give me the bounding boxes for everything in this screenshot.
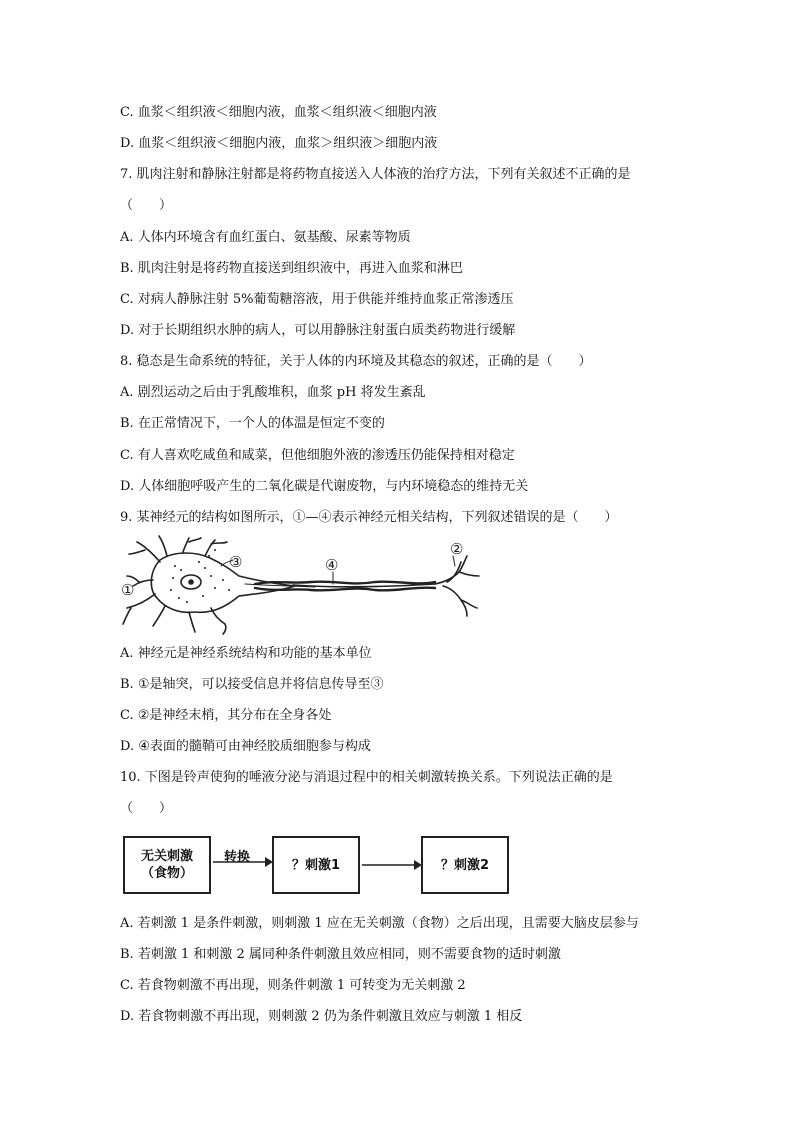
- arrow-1: [211, 855, 274, 869]
- box-unrelated-stimulus: [123, 836, 211, 894]
- option-10d: D. 若食物刺激不再出现，则刺激 2 仍为条件刺激且效应与刺激 1 相反: [120, 1009, 523, 1024]
- option-8b: B. 在正常情况下，一个人的体温是恒定不变的: [120, 416, 385, 431]
- option-9b: B. ①是轴突，可以接受信息并将信息传导至③: [120, 677, 384, 692]
- option-8d: D. 人体细胞呼吸产生的二氧化碳是代谢废物，与内环境稳态的维持无关: [120, 479, 529, 494]
- label-1: ①: [121, 581, 135, 599]
- label-4: ④: [325, 556, 339, 574]
- question-9-stem: 9. 某神经元的结构如图所示，①—④表示神经元相关结构，下列叙述错误的是（ ）: [120, 510, 618, 525]
- option-8c: C. 有人喜欢吃咸鱼和咸菜，但他细胞外液的渗透压仍能保持相对稳定: [120, 448, 515, 463]
- option-10b: B. 若刺激 1 和刺激 2 属同种条件刺激且效应相同，则不需要食物的适时刺激: [120, 947, 561, 962]
- option-10a: A. 若刺激 1 是条件刺激，则刺激 1 应在无关刺激（食物）之后出现，且需要大脑皮层参与: [120, 916, 639, 931]
- arrow-2: [360, 858, 423, 872]
- question-7-paren: （ ）: [120, 198, 173, 213]
- box1-text-line2: （食物）: [140, 866, 193, 881]
- option-9d: D. ④表面的髓鞘可由神经胶质细胞参与构成: [120, 739, 371, 754]
- option-8a: A. 剧烈运动之后由于乳酸堆积，血浆 pH 将发生紊乱: [120, 385, 426, 400]
- question-10-paren: （ ）: [120, 801, 173, 816]
- option-7d: D. 对于长期组织水肿的病人，可以用静脉注射蛋白质类药物进行缓解: [120, 323, 516, 338]
- label-3: ③: [229, 553, 243, 571]
- box2-text: ？刺激1: [291, 857, 341, 873]
- box1-text-line1: 无关刺激: [140, 849, 193, 864]
- option-6d: D. 血浆＜组织液＜细胞内液，血浆＞组织液＞细胞内液: [120, 136, 438, 151]
- option-9a: A. 神经元是神经系统结构和功能的基本单位: [120, 646, 372, 661]
- option-10c: C. 若食物刺激不再出现，则条件刺激 1 可转变为无关刺激 2: [120, 978, 466, 993]
- question-10-stem: 10. 下图是铃声使狗的唾液分泌与消退过程中的相关刺激转换关系。下列说法正确的是: [120, 770, 613, 785]
- option-9c: C. ②是神经末梢，其分布在全身各处: [120, 708, 332, 723]
- box3-text: ？刺激2: [440, 857, 490, 873]
- option-6c: C. 血浆＜组织液＜细胞内液，血浆＜组织液＜细胞内液: [120, 105, 437, 120]
- box-stimulus-2: [421, 836, 509, 894]
- option-7b: B. 肌肉注射是将药物直接送到组织液中，再进入血浆和淋巴: [120, 261, 463, 276]
- box-stimulus-1: [272, 836, 360, 894]
- label-2: ②: [450, 540, 464, 558]
- question-7-stem: 7. 肌肉注射和静脉注射都是将药物直接送入人体液的治疗方法，下列有关叙述不正确的是: [120, 167, 631, 182]
- neuron-diagram: [115, 532, 495, 637]
- question-8-stem: 8. 稳态是生命系统的特征，关于人体的内环境及其稳态的叙述，正确的是（ ）: [120, 354, 592, 369]
- option-7a: A. 人体内环境含有血红蛋白、氨基酸、尿素等物质: [120, 230, 411, 245]
- arrow-label-convert: 转换: [224, 850, 251, 865]
- option-7c: C. 对病人静脉注射 5%葡萄糖溶液，用于供能并维持血浆正常渗透压: [120, 292, 514, 307]
